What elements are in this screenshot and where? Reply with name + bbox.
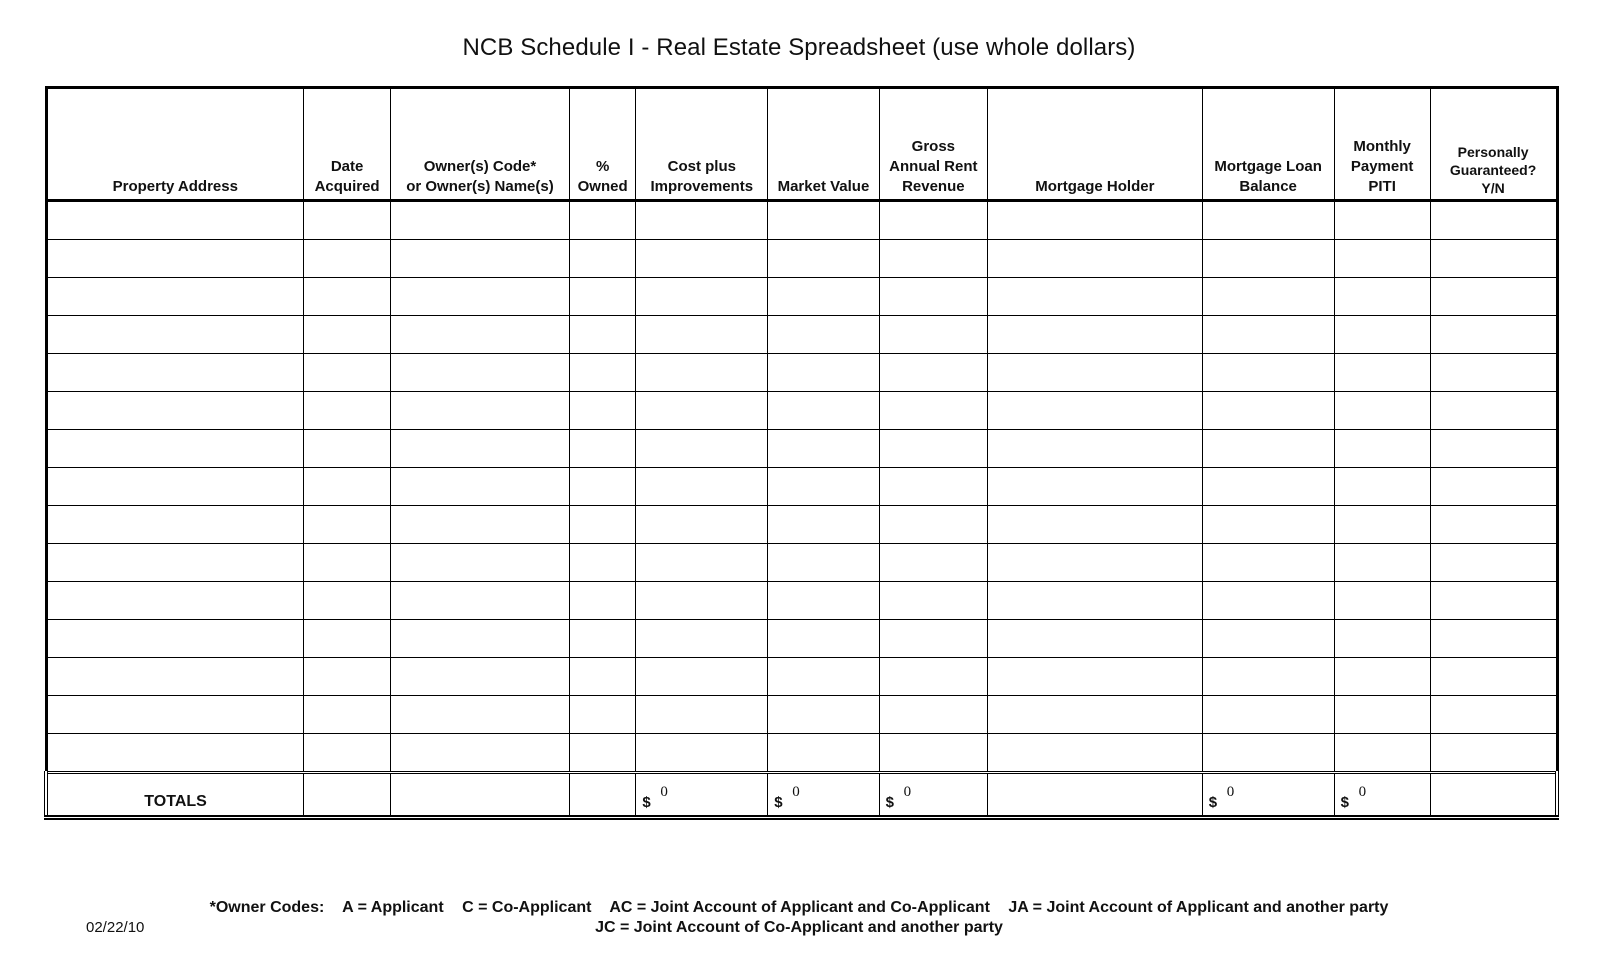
entry-cell[interactable] [46,201,304,240]
entry-cell[interactable] [636,316,768,354]
entry-cell[interactable] [569,240,635,278]
entry-cell[interactable] [304,240,391,278]
owner-code-item: A = Applicant [342,899,444,916]
entry-cell[interactable] [569,620,635,658]
entry-cell[interactable] [46,734,304,773]
entry-cell[interactable] [46,430,304,468]
property-row [46,620,1557,658]
property-row [46,468,1557,506]
header-row [46,88,1557,201]
entry-cell[interactable] [46,620,304,658]
entry-cell[interactable] [391,468,570,506]
entry-cell[interactable] [304,658,391,696]
property-row [46,658,1557,696]
entry-cell[interactable] [46,278,304,316]
entry-cell[interactable] [1202,734,1334,773]
property-row [46,316,1557,354]
totals-date-cell [304,773,391,818]
owner-codes-line-1 [0,898,1598,918]
entry-cell[interactable] [1430,201,1557,240]
entry-cell[interactable] [391,658,570,696]
entry-cell[interactable] [1334,392,1430,430]
entry-cell[interactable] [636,696,768,734]
entry-cell[interactable] [988,696,1203,734]
entry-cell[interactable] [879,430,987,468]
total-amount: 0 [1226,784,1235,800]
entry-cell[interactable] [988,316,1203,354]
entry-cell[interactable] [1430,734,1557,773]
header-cost-plus-improvements: Cost plus Improvements [636,88,768,201]
entry-cell[interactable] [988,430,1203,468]
totals-row [46,773,1557,818]
entry-cell[interactable] [569,354,635,392]
entry-cell[interactable] [879,658,987,696]
entry-cell[interactable] [46,468,304,506]
header-mortgage-loan-balance: Mortgage Loan Balance [1202,88,1334,201]
entry-cell[interactable] [988,354,1203,392]
entry-cell[interactable] [879,392,987,430]
entry-cell[interactable] [304,468,391,506]
entry-cell[interactable] [391,392,570,430]
header-date-acquired: Date Acquired [304,88,391,201]
entry-cell[interactable] [391,201,570,240]
header-property-address: Property Address [46,88,304,201]
entry-cell[interactable] [768,544,879,582]
currency-symbol: $ [774,794,783,811]
totals-mortgage-holder-cell [988,773,1203,818]
entry-cell[interactable] [768,316,879,354]
totals-label: TOTALS [144,793,207,810]
owner-code-item: C = Co-Applicant [462,899,592,916]
entry-cell[interactable] [569,316,635,354]
entry-cell[interactable] [768,240,879,278]
entry-cell[interactable] [768,506,879,544]
entry-cell[interactable] [46,240,304,278]
entry-cell[interactable] [768,468,879,506]
page-title: NCB Schedule I - Real Estate Spreadsheet (use whole dollars) [462,34,1136,61]
entry-cell[interactable] [1334,240,1430,278]
owner-codes-line-2: JC = Joint Account of Co-Applicant and another party [595,919,1003,936]
entry-cell[interactable] [636,506,768,544]
entry-cell[interactable] [1202,392,1334,430]
entry-cell[interactable] [636,582,768,620]
property-row [46,506,1557,544]
entry-cell[interactable] [636,278,768,316]
header-owner-code: Owner(s) Code* or Owner(s) Name(s) [391,88,570,201]
owner-code-item: AC = Joint Account of Applicant and Co-Applicant [609,899,990,916]
totals-guaranteed-cell [1430,773,1557,818]
entry-cell[interactable] [988,582,1203,620]
totals-percent-cell [569,773,635,818]
entry-cell[interactable] [304,316,391,354]
total-amount: 0 [660,784,668,800]
entry-cell[interactable] [304,696,391,734]
header-monthly-payment-piti: Monthly Payment PITI [1334,88,1430,201]
entry-cell[interactable] [636,430,768,468]
property-row [46,392,1557,430]
header-mortgage-holder: Mortgage Holder [988,88,1203,201]
entry-cell[interactable] [1334,201,1430,240]
entry-cell[interactable] [1202,544,1334,582]
entry-cell[interactable] [879,506,987,544]
total-gross-annual-rent [879,773,987,818]
entry-cell[interactable] [879,582,987,620]
entry-cell[interactable] [1334,468,1430,506]
entry-cell[interactable] [569,544,635,582]
entry-cell[interactable] [1430,506,1557,544]
entry-cell[interactable] [1334,430,1430,468]
entry-cell[interactable] [1334,734,1430,773]
entry-cell[interactable] [1334,582,1430,620]
entry-cell[interactable] [1334,316,1430,354]
property-row [46,734,1557,773]
entry-cell[interactable] [304,354,391,392]
entry-cell[interactable] [1334,544,1430,582]
form-date: 02/22/10 [86,919,145,936]
entry-cell[interactable] [391,582,570,620]
owner-code-item: JA = Joint Account of Applicant and another party [1008,899,1389,916]
total-cost-plus-improvements [636,773,768,818]
entry-cell[interactable] [988,392,1203,430]
entry-cell[interactable] [1202,658,1334,696]
entry-cell[interactable] [988,544,1203,582]
entry-cell[interactable] [1202,620,1334,658]
entry-cell[interactable] [391,316,570,354]
entry-cell[interactable] [391,734,570,773]
entry-cell[interactable] [636,392,768,430]
entry-cell[interactable] [988,240,1203,278]
entry-cell[interactable] [879,278,987,316]
entry-cell[interactable] [569,430,635,468]
entry-cell[interactable] [879,201,987,240]
entry-cell[interactable] [879,354,987,392]
entry-cell[interactable] [879,240,987,278]
entry-cell[interactable] [304,201,391,240]
entry-cell[interactable] [1430,240,1557,278]
entry-cell[interactable] [988,468,1203,506]
entry-cell[interactable] [391,506,570,544]
entry-cell[interactable] [988,658,1203,696]
entry-cell[interactable] [636,201,768,240]
entry-cell[interactable] [304,278,391,316]
owner-codes-prefix: *Owner Codes: [209,899,325,916]
entry-cell[interactable] [768,658,879,696]
entry-cell[interactable] [768,392,879,430]
entry-cell[interactable] [46,354,304,392]
entry-cell[interactable] [569,658,635,696]
entry-cell[interactable] [636,544,768,582]
entry-cell[interactable] [1202,316,1334,354]
entry-cell[interactable] [304,544,391,582]
entry-cell[interactable] [569,696,635,734]
entry-cell[interactable] [636,734,768,773]
entry-cell[interactable] [1430,392,1557,430]
entry-cell[interactable] [304,582,391,620]
header-percent-owned: % Owned [569,88,635,201]
entry-cell[interactable] [46,316,304,354]
entry-cell[interactable] [1202,468,1334,506]
currency-symbol: $ [642,794,651,811]
total-amount: 0 [792,784,800,800]
entry-cell[interactable] [1430,430,1557,468]
entry-cell[interactable] [636,240,768,278]
entry-cell[interactable] [304,734,391,773]
entry-cell[interactable] [46,506,304,544]
entry-cell[interactable] [569,506,635,544]
entry-cell[interactable] [1334,696,1430,734]
entry-cell[interactable] [391,620,570,658]
totals-label-cell [46,773,304,818]
entry-cell[interactable] [46,544,304,582]
entry-cell[interactable] [391,278,570,316]
entry-cell[interactable] [768,354,879,392]
total-amount: 0 [903,784,912,800]
entry-cell[interactable] [768,201,879,240]
currency-symbol: $ [885,794,894,811]
currency-symbol: $ [1340,794,1349,811]
header-gross-annual-rent: Gross Annual Rent Revenue [879,88,987,201]
owner-codes-footnote [0,898,1598,938]
entry-cell[interactable] [1202,240,1334,278]
entry-cell[interactable] [304,620,391,658]
entry-cell[interactable] [636,468,768,506]
entry-cell[interactable] [304,430,391,468]
entry-cell[interactable] [569,278,635,316]
entry-cell[interactable] [879,734,987,773]
entry-cell[interactable] [569,582,635,620]
entry-cell[interactable] [879,544,987,582]
entry-cell[interactable] [391,430,570,468]
total-amount: 0 [1358,784,1367,800]
entry-cell[interactable] [1202,582,1334,620]
property-row [46,278,1557,316]
property-row [46,544,1557,582]
entry-cell[interactable] [1334,506,1430,544]
entry-cell[interactable] [879,316,987,354]
entry-cell[interactable] [768,278,879,316]
entry-cell[interactable] [1334,620,1430,658]
entry-cell[interactable] [569,468,635,506]
property-row [46,354,1557,392]
entry-cell[interactable] [46,582,304,620]
entry-cell[interactable] [768,734,879,773]
entry-cell[interactable] [988,278,1203,316]
entry-cell[interactable] [636,354,768,392]
entry-cell[interactable] [1202,506,1334,544]
entry-cell[interactable] [988,506,1203,544]
entry-cell[interactable] [1202,201,1334,240]
property-row [46,430,1557,468]
entry-cell[interactable] [1430,620,1557,658]
header-market-value: Market Value [768,88,879,201]
entry-cell[interactable] [1334,278,1430,316]
entry-cell[interactable] [1202,278,1334,316]
entry-cell[interactable] [569,392,635,430]
entry-cell[interactable] [1334,658,1430,696]
currency-symbol: $ [1208,794,1218,811]
entry-cell[interactable] [768,582,879,620]
entry-cell[interactable] [879,468,987,506]
entry-cell[interactable] [1202,430,1334,468]
entry-cell[interactable] [46,392,304,430]
total-mortgage-loan-balance [1202,773,1334,818]
entry-cell[interactable] [988,620,1203,658]
entry-cell[interactable] [1430,582,1557,620]
total-monthly-payment [1334,773,1430,818]
property-row [46,696,1557,734]
property-row [46,240,1557,278]
property-row [46,201,1557,240]
entry-cell[interactable] [391,240,570,278]
entry-cell[interactable] [636,658,768,696]
total-market-value [768,773,879,818]
entry-cell[interactable] [879,620,987,658]
entry-cell[interactable] [768,430,879,468]
entry-cell[interactable] [391,354,570,392]
entry-cell[interactable] [304,506,391,544]
entry-cell[interactable] [988,734,1203,773]
entry-cell[interactable] [768,620,879,658]
property-row [46,582,1557,620]
entry-cell[interactable] [46,696,304,734]
entry-cell[interactable] [988,201,1203,240]
entry-cell[interactable] [569,201,635,240]
real-estate-schedule-table [44,86,1559,820]
entry-cell[interactable] [636,620,768,658]
entry-cell[interactable] [1334,354,1430,392]
entry-cell[interactable] [1202,696,1334,734]
entry-cell[interactable] [304,392,391,430]
entry-cell[interactable] [1202,354,1334,392]
entry-cell[interactable] [1430,468,1557,506]
entry-cell[interactable] [768,696,879,734]
entry-cell[interactable] [1430,696,1557,734]
entry-cell[interactable] [1430,544,1557,582]
entry-cell[interactable] [391,696,570,734]
entry-cell[interactable] [46,658,304,696]
header-personally-guaranteed: Personally Guaranteed? Y/N [1430,88,1557,201]
totals-owner-cell [391,773,570,818]
entry-cell[interactable] [391,544,570,582]
entry-cell[interactable] [1430,658,1557,696]
entry-cell[interactable] [569,734,635,773]
entry-cell[interactable] [1430,316,1557,354]
entry-cell[interactable] [1430,354,1557,392]
entry-cell[interactable] [1430,278,1557,316]
entry-cell[interactable] [879,696,987,734]
